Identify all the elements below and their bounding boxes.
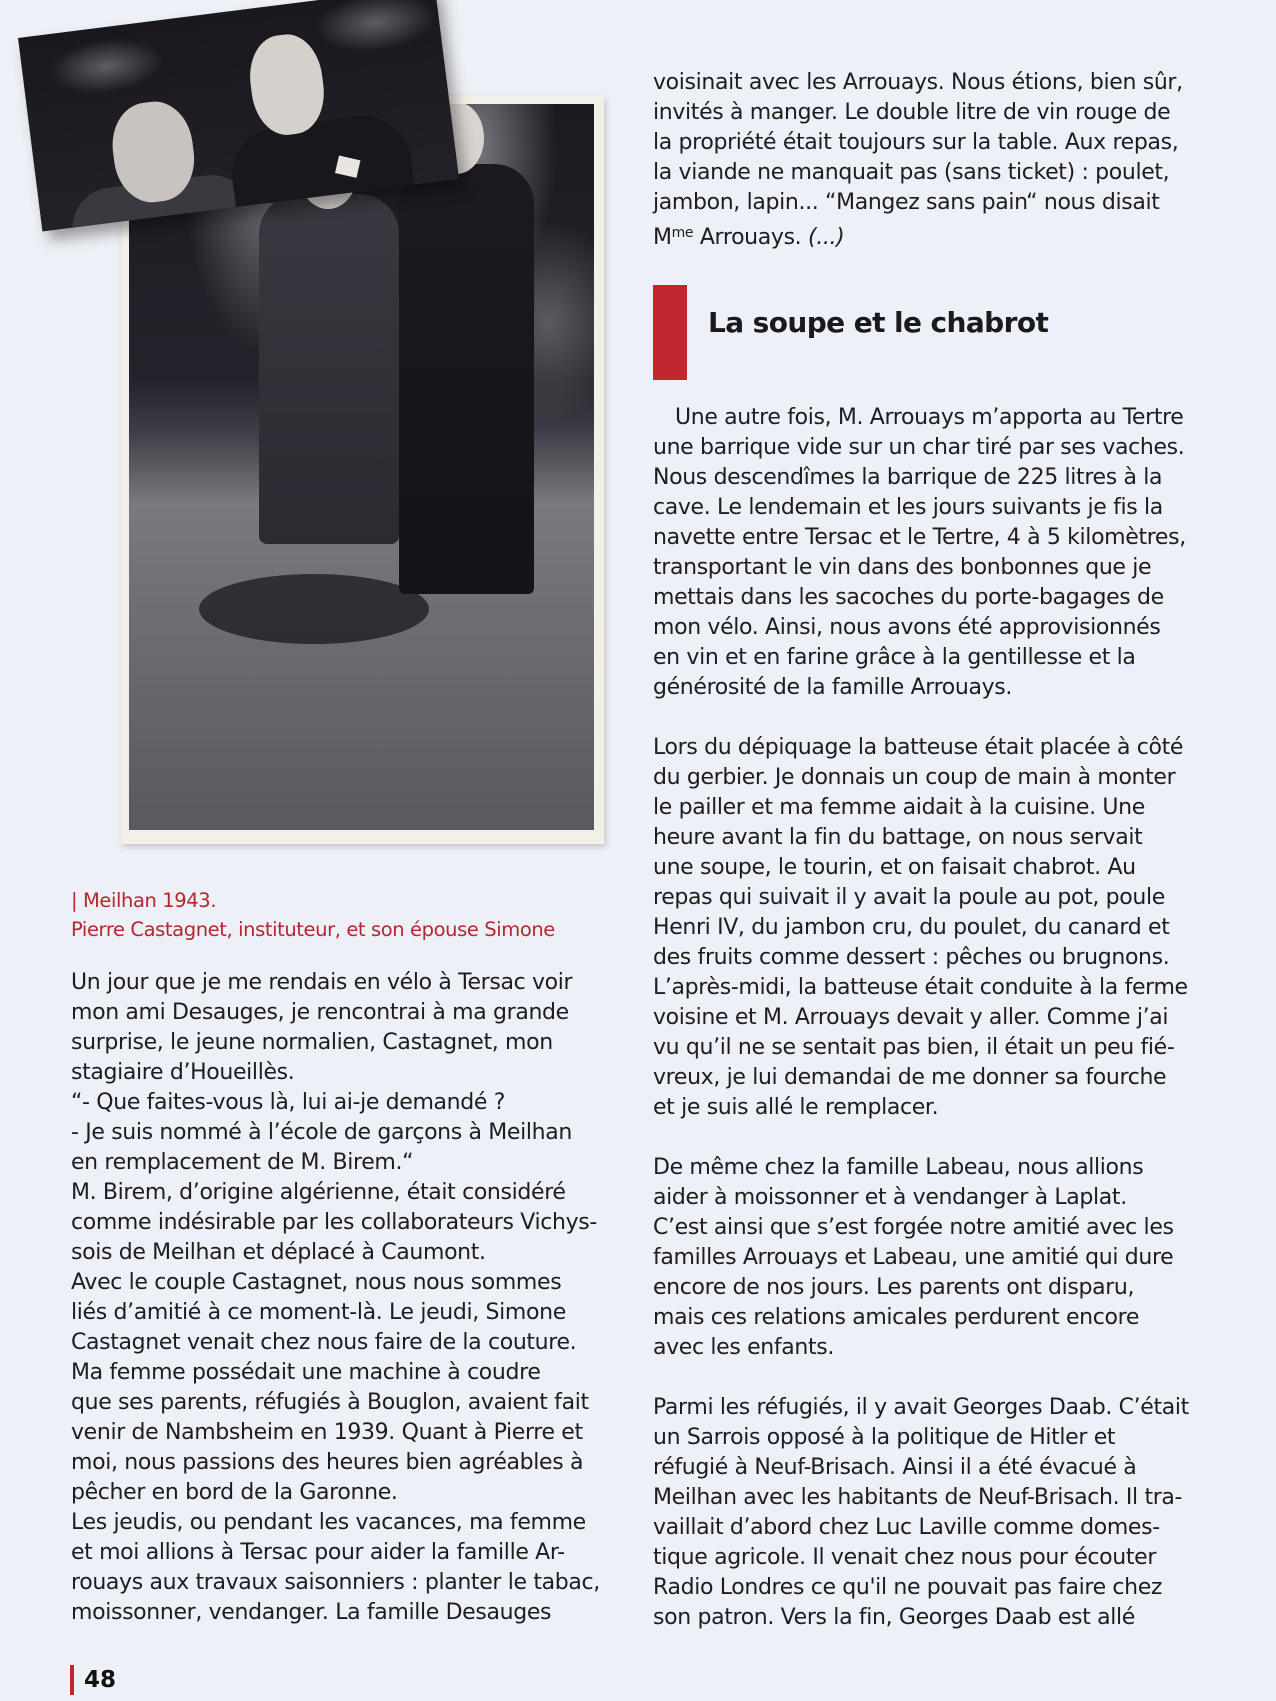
paragraph-gap xyxy=(653,1363,1213,1393)
photo-couple-portrait-icon xyxy=(18,0,435,38)
text-line: L’après-midi, la batteuse était conduite à la ferme xyxy=(653,975,1188,1000)
photo-figure-woman xyxy=(259,194,399,544)
text-line: voisine et M. Arrouays devait y aller. Comme j’ai xyxy=(653,1005,1169,1030)
paragraph-2 xyxy=(653,733,1213,1123)
text-line: Meilhan avec les habitants de Neuf-Brisach. Il tra- xyxy=(653,1485,1183,1510)
title-superscript: me xyxy=(671,225,694,241)
right-body xyxy=(653,403,1213,1633)
text-line: Les jeudis, ou pendant les vacances, ma femme xyxy=(71,1510,586,1535)
text-line: réfugié à Neuf-Brisach. Ainsi il a été évacué à xyxy=(653,1455,1137,1480)
text-line xyxy=(653,218,1213,253)
text-line: pêcher en bord de la Garonne. xyxy=(71,1480,398,1505)
text-line: Ma femme possédait une machine à coudre xyxy=(71,1360,541,1385)
text-line: De même chez la famille Labeau, nous allions xyxy=(653,1155,1144,1180)
text-line: mon ami Desauges, je rencontrai à ma grande xyxy=(71,1000,569,1025)
heading-accent-bar xyxy=(653,285,687,380)
text-line: Lors du dépiquage la batteuse était placée à côté xyxy=(653,735,1184,760)
text-line: invités à manger. Le double litre de vin rouge de xyxy=(653,100,1171,125)
text-line: vaillait d’abord chez Luc Laville comme domes- xyxy=(653,1515,1160,1540)
text-line: et moi allions à Tersac pour aider la famille Ar- xyxy=(71,1540,565,1565)
text-line: - Je suis nommé à l’école de garçons à Meilhan xyxy=(71,1120,572,1145)
text-line: stagiaire d’Houeillès. xyxy=(71,1060,295,1085)
text-line: heure avant la fin du battage, on nous servait xyxy=(653,825,1143,850)
text-line: des fruits comme dessert : pêches ou brugnons. xyxy=(653,945,1170,970)
photo-couple-full-icon xyxy=(129,104,594,830)
text-line: transportant le vin dans des bonbonnes que je xyxy=(653,555,1152,580)
paragraph-1 xyxy=(653,403,1213,703)
text-line: Castagnet venait chez nous faire de la couture. xyxy=(71,1330,577,1355)
text-line: sois de Meilhan et déplacé à Caumont. xyxy=(71,1240,486,1265)
text-line: moissonner, vendanger. La famille Desauges xyxy=(71,1600,552,1625)
text-line: encore de nos jours. Les parents ont disparu, xyxy=(653,1275,1135,1300)
text-line: mettais dans les sacoches du porte-bagages de xyxy=(653,585,1164,610)
right-column xyxy=(653,68,1213,253)
text-line: venir de Nambsheim en 1939. Quant à Pierre et xyxy=(71,1420,583,1445)
text-line: vreux, je lui demandai de me donner sa fourche xyxy=(653,1065,1167,1090)
caption-line-2: Pierre Castagnet, instituteur, et son épouse Simone xyxy=(71,918,555,941)
paragraph-gap xyxy=(653,703,1213,733)
text-line: “- Que faites-vous là, lui ai-je demandé ? xyxy=(71,1090,506,1115)
section-title: La soupe et le chabrot xyxy=(708,306,1049,339)
text-line: Un jour que je me rendais en vélo à Tersac voir xyxy=(71,970,573,995)
right-intro xyxy=(653,68,1213,253)
title-prefix: M xyxy=(653,225,672,250)
text-line: moi, nous passions des heures bien agréables à xyxy=(71,1450,584,1475)
text-line: tique agricole. Il venait chez nous pour écouter xyxy=(653,1545,1157,1570)
paragraph-3 xyxy=(653,1153,1213,1363)
text-line: surprise, le jeune normalien, Castagnet, mon xyxy=(71,1030,553,1055)
text-fragment: Arrouays. xyxy=(693,225,808,250)
photo-caption xyxy=(71,886,631,944)
text-line: Une autre fois, M. Arrouays m’apporta au Tertre xyxy=(675,405,1184,430)
text-line: que ses parents, réfugiés à Bouglon, avaient fait xyxy=(71,1390,589,1415)
text-line: un Sarrois opposé à la politique de Hitler et xyxy=(653,1425,1116,1450)
section-heading xyxy=(653,285,1213,380)
photo-shadow xyxy=(199,574,429,644)
text-line: C’est ainsi que s’est forgée notre amitié avec les xyxy=(653,1215,1174,1240)
text-line: mon vélo. Ainsi, nous avons été approvisionnés xyxy=(653,615,1161,640)
text-line: générosité de la famille Arrouays. xyxy=(653,675,1013,700)
text-line: rouays aux travaux saisonniers : planter le tabac, xyxy=(71,1570,600,1595)
text-line: Nous descendîmes la barrique de 225 litres à la xyxy=(653,465,1163,490)
text-line: avec les enfants. xyxy=(653,1335,835,1360)
text-line: cave. Le lendemain et les jours suivants je fis la xyxy=(653,495,1163,520)
text-line: liés d’amitié à ce moment-là. Le jeudi, Simone xyxy=(71,1300,566,1325)
text-line: repas qui suivait il y avait la poule au pot, poule xyxy=(653,885,1165,910)
text-line: la viande ne manquait pas (sans ticket) : poulet, xyxy=(653,160,1170,185)
ellipsis-note: (...) xyxy=(807,225,845,250)
text-line: une barrique vide sur un char tiré par ses vaches. xyxy=(653,435,1185,460)
paragraph-gap xyxy=(653,1123,1213,1153)
text-line: en vin et en farine grâce à la gentillesse et la xyxy=(653,645,1136,670)
text-line: son patron. Vers la fin, Georges Daab est allé xyxy=(653,1605,1135,1630)
photo-figure-man xyxy=(399,164,534,594)
text-line: mais ces relations amicales perdurent encore xyxy=(653,1305,1140,1330)
text-line: une soupe, le tourin, et on faisait chabrot. Au xyxy=(653,855,1136,880)
page-number-accent-bar xyxy=(70,1665,74,1695)
text-line: aider à moissonner et à vendanger à Laplat. xyxy=(653,1185,1127,1210)
text-line: vu qu’il ne se sentait pas bien, il était un peu fié- xyxy=(653,1035,1175,1060)
caption-line-1: | Meilhan 1943. xyxy=(71,889,217,912)
left-column xyxy=(71,968,631,1628)
text-line: Avec le couple Castagnet, nous nous sommes xyxy=(71,1270,562,1295)
text-line: du gerbier. Je donnais un coup de main à monter xyxy=(653,765,1176,790)
text-line: Parmi les réfugiés, il y avait Georges Daab. C’était xyxy=(653,1395,1189,1420)
text-line: et je suis allé le remplacer. xyxy=(653,1095,939,1120)
text-line: M. Birem, d’origine algérienne, était considéré xyxy=(71,1180,566,1205)
text-line: jambon, lapin... “Mangez sans pain“ nous disait xyxy=(653,190,1160,215)
text-line: le pailler et ma femme aidait à la cuisine. Une xyxy=(653,795,1145,820)
text-line: familles Arrouays et Labeau, une amitié qui dure xyxy=(653,1245,1174,1270)
text-line: comme indésirable par les collaborateurs Vichys- xyxy=(71,1210,597,1235)
text-line: navette entre Tersac et le Tertre, 4 à 5 kilomètres, xyxy=(653,525,1186,550)
text-line: voisinait avec les Arrouays. Nous étions, bien sûr, xyxy=(653,70,1183,95)
text-line: en remplacement de M. Birem.“ xyxy=(71,1150,414,1175)
text-line: la propriété était toujours sur la table. Aux repas, xyxy=(653,130,1179,155)
page-number-value: 48 xyxy=(84,1667,117,1693)
text-line: Henri IV, du jambon cru, du poulet, du canard et xyxy=(653,915,1170,940)
text-line: Radio Londres ce qu'il ne pouvait pas faire chez xyxy=(653,1575,1163,1600)
paragraph-4 xyxy=(653,1393,1213,1633)
